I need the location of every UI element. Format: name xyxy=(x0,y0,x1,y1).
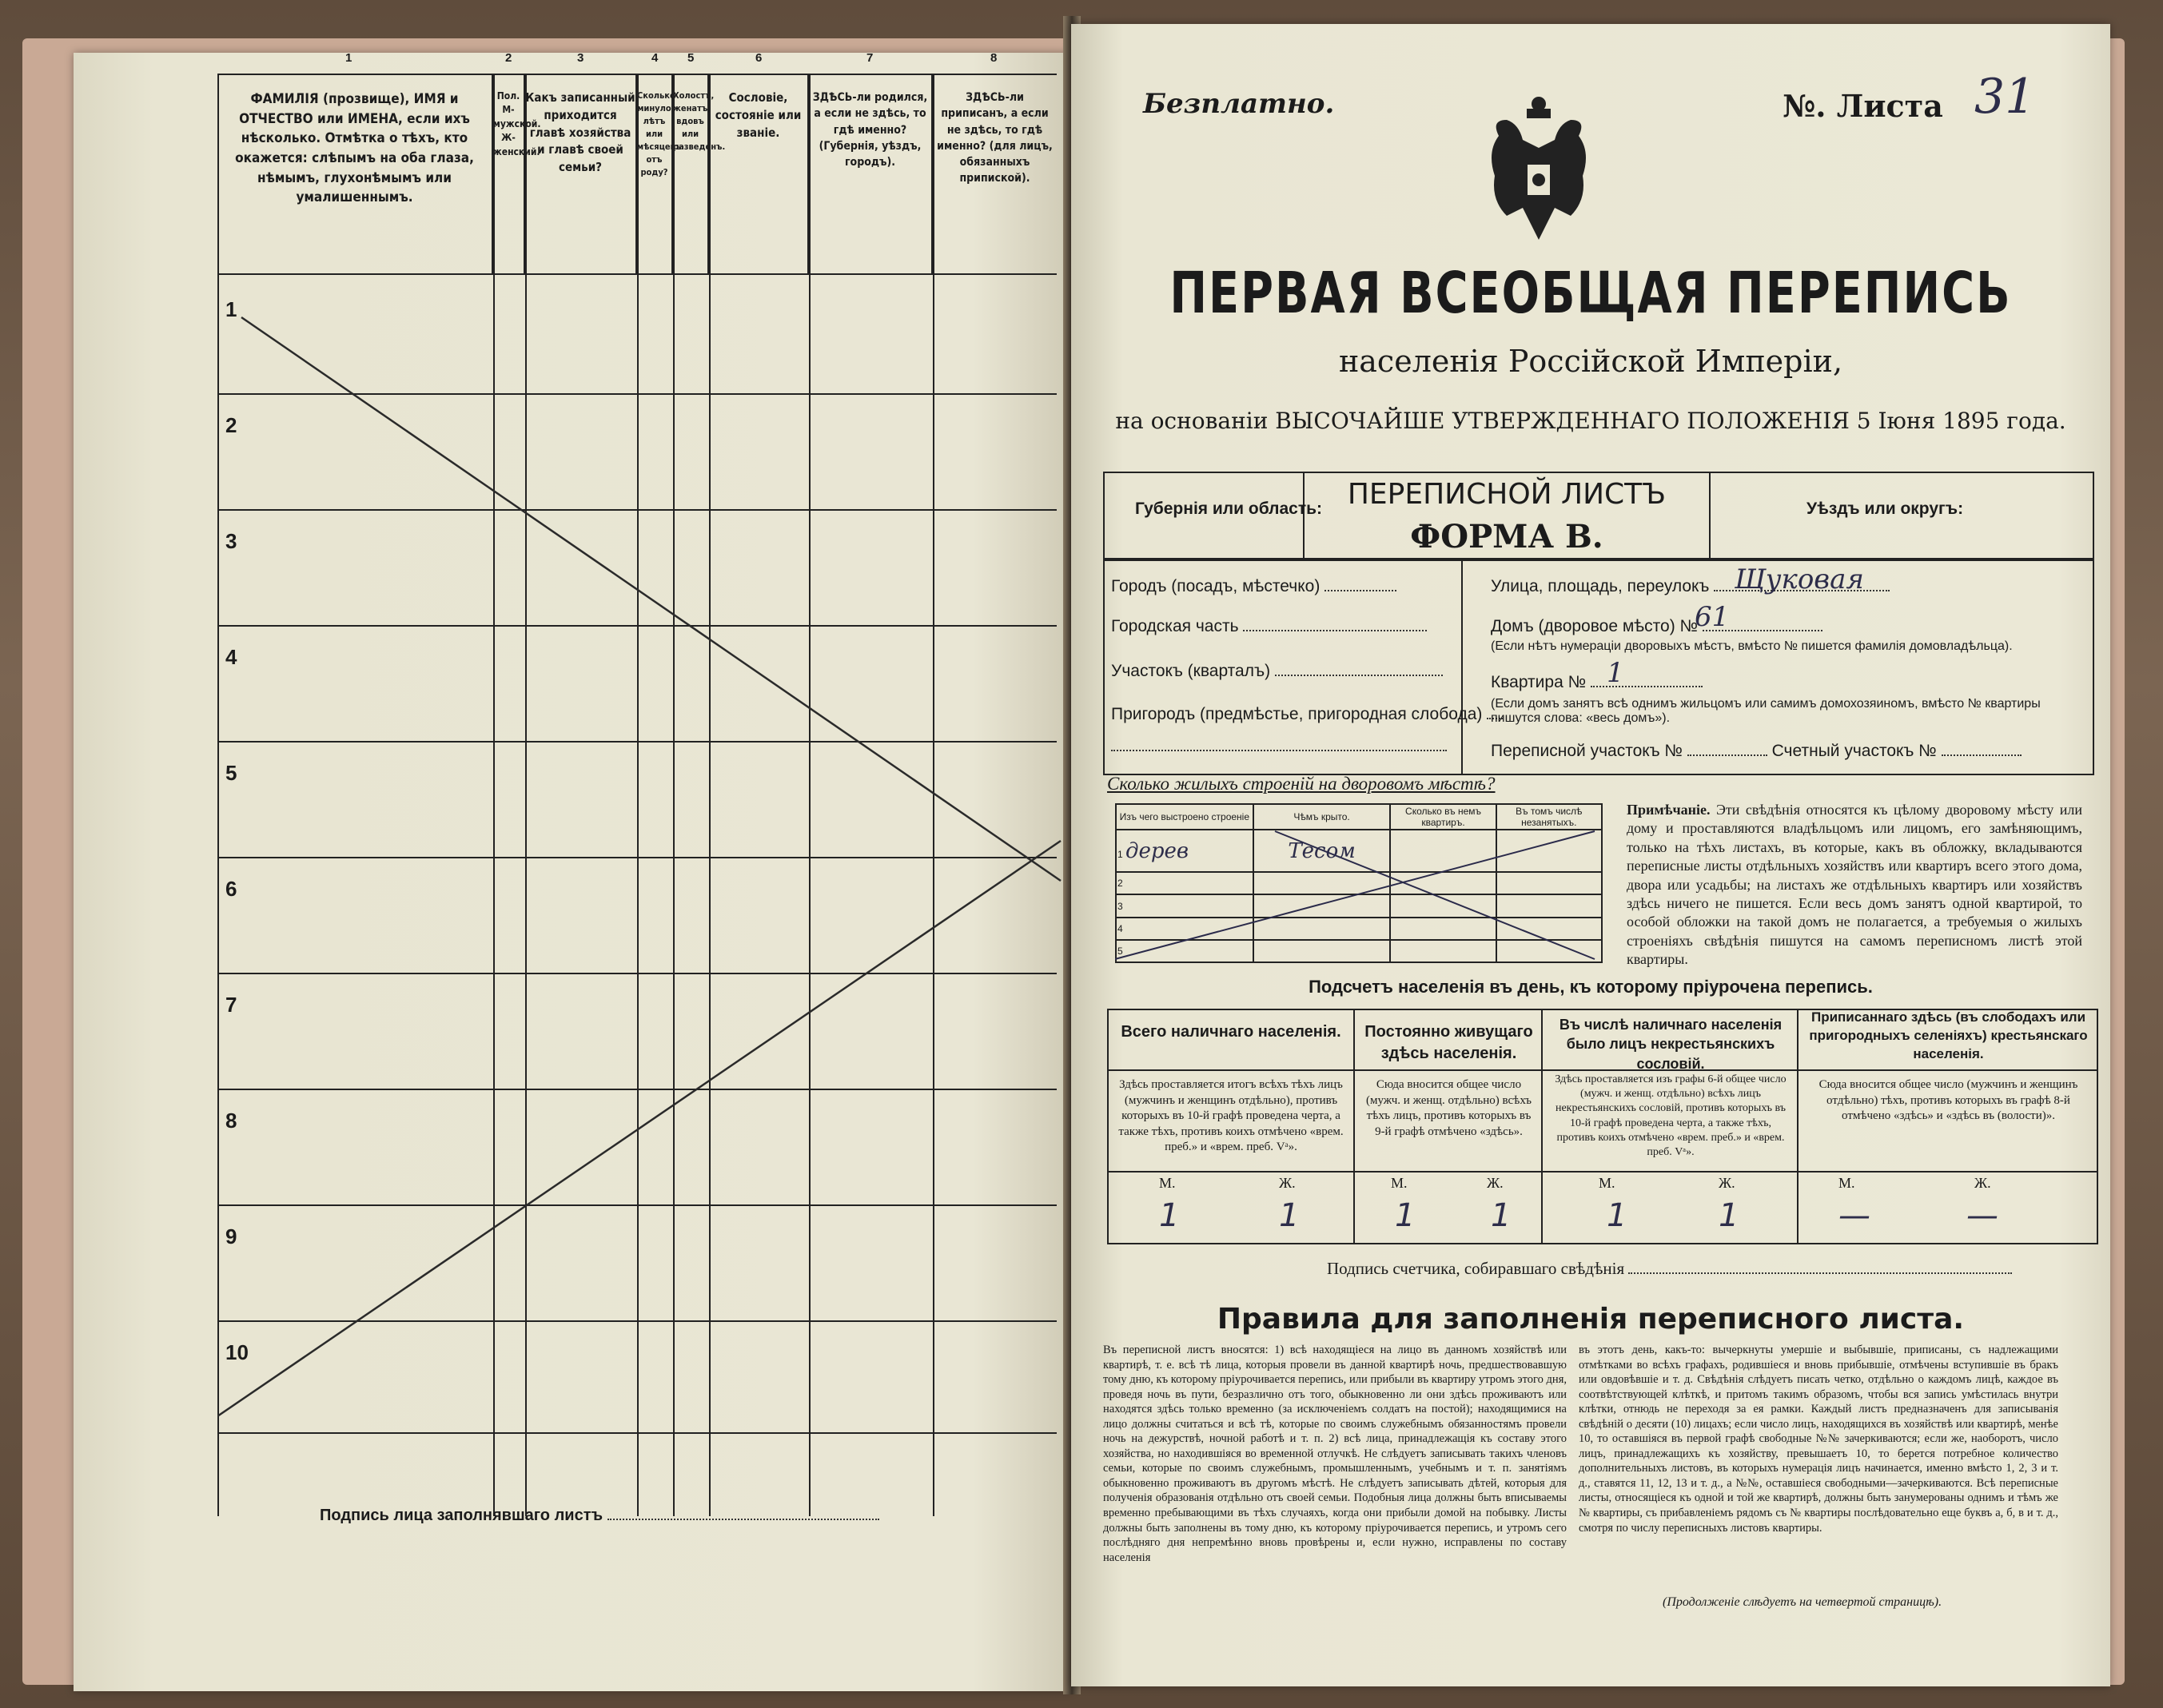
count-section-label: Счетный участокъ № xyxy=(1771,742,1937,760)
male-label: М. xyxy=(1599,1175,1615,1191)
col-number: 6 xyxy=(755,51,763,65)
col-number: 1 xyxy=(345,51,353,65)
signature-label: Подпись лица заполнявшаго листъ xyxy=(320,1507,603,1524)
sheet-label-text: №. Листа xyxy=(1783,88,1943,124)
rules-title: Правила для заполненія переписного листа. xyxy=(1217,1303,1965,1336)
row-number: 8 xyxy=(225,1109,237,1133)
suburb-field xyxy=(1111,705,1503,724)
form-name: ФОРМА В. xyxy=(1410,518,1603,555)
count-header-total: Всего наличнаго населенія. xyxy=(1121,1023,1341,1041)
count-header-permanent: Постоянно живущаго здѣсь населенія. xyxy=(1364,1023,1533,1062)
col-number: 8 xyxy=(990,51,998,65)
buildings-row-number: 3 xyxy=(1116,894,1253,917)
row-number: 1 xyxy=(225,297,237,321)
col-header-text: Какъ записанный приходится главѣ хозяйства и главѣ своей семьи? xyxy=(525,90,635,174)
building-material-value: дерев xyxy=(1125,838,1189,863)
col-number: 5 xyxy=(687,51,695,65)
city-part-label: Городская часть xyxy=(1111,617,1239,635)
sheet-number-label xyxy=(1783,88,1943,124)
counter-signature-label: Подпись счетчика, собиравшаго свѣдѣнія xyxy=(1327,1259,1625,1278)
census-basis: на основаніи ВЫСОЧАЙШЕ УТВЕРЖДЕННАГО ПОЛОЖЕНІЯ 5 Іюня 1895 года. xyxy=(1115,408,2066,434)
total-male-value: 1 xyxy=(1159,1197,1180,1234)
building-roof-value: Тесом xyxy=(1253,830,1391,872)
female-label: Ж. xyxy=(1487,1175,1504,1191)
permanent-female-value: 1 xyxy=(1491,1197,1512,1234)
buildings-header: Въ томъ числѣ незанятыхъ. xyxy=(1496,804,1602,830)
street-value: Щуковая xyxy=(1735,563,1864,595)
rules-text-left: Въ переписной листъ вносятся: 1) всѣ находящіеся на лицо въ данномъ хозяйствѣ или квартирѣ, т. е. всѣ тѣ лица, которыя провели въ данной квартирѣ ночь, предшествовавшую тому дню, къ которому пріурочивается перепись, или прибыли въ квартиру утромъ этого дня, проведя ночь въ пути, безразлично отъ того, обыкновенно ли они здѣсь проживаютъ или находятся здѣсь только временно (за исключеніемъ солдатъ на постой); находящимися на лицо должны считаться и всѣ тѣ, которые по своимъ служебнымъ обязанностямъ провели ночь на дежурствѣ, ночной работѣ и т. п. 2) всѣ лица, принадлежащія къ составу этого хозяйства, но находившіяся во временной отлучкѣ. Не слѣдуетъ записывать такихъ членовъ семьи, которые по своимъ служебнымъ, промышленнымъ, учебнымъ и т. п. занятіямъ обыкновенно проживаютъ въ другомъ мѣстѣ. Не слѣдуетъ записывать дѣтей, которыя для полученія образованія отдѣльно отъ своей семьи. Подобныя лица должны быть вписываемы временно пребывающими въ тѣхъ случаяхъ, когда они прибыли домой на побывку. Листы должны быть заполнены въ тому дню, къ которому пріурочивается перепись, и утромъ сего послѣдняго дня непремѣнно вновь провѣрены и, если нужно, исправлены по составу населенія xyxy=(1103,1344,1567,1564)
nonpeasant-female-value: 1 xyxy=(1719,1197,1739,1234)
count-body-registered: Сюда вносится общее число (мужчинъ и женщинъ отдѣльно) тѣхъ, противъ которыхъ въ графѣ 8-й отмѣчено «здѣсь» и «здѣсь въ (волости)». xyxy=(1818,1078,2078,1122)
city-part-field xyxy=(1111,617,1427,636)
persons-table xyxy=(217,51,1057,1512)
house-value: 61 xyxy=(1695,601,1730,633)
col-number: 4 xyxy=(651,51,659,65)
apartment-note: (Если домъ занятъ всѣ однимъ жильцомъ или самимъ домохозяиномъ, вмѣсто № квартиры пишутся слова: «весь домъ»). xyxy=(1491,697,2041,725)
col-header-text: ФАМИЛІЯ (прозвище), ИМЯ и ОТЧЕСТВО или ИМЕНА, если ихъ нѣсколько. Отмѣтка о тѣхъ, кто окажется: слѣпымъ на оба глаза, нѣмымъ, глухонѣмымъ или умалишеннымъ. xyxy=(235,91,474,206)
count-body-total: Здѣсь проставляется итогъ всѣхъ тѣхъ лицъ (мужчинъ и женщинъ отдѣльно), противъ которыхъ въ 10-й графѣ проведена черта, а также тѣхъ, противъ коихъ отмѣчено «врем. преб.» и «врем. преб. Vᵃ». xyxy=(1118,1078,1344,1153)
signature-dots xyxy=(607,1519,879,1520)
col-number: 3 xyxy=(577,51,584,65)
house-note: (Если нѣтъ нумераціи дворовыхъ мѣстъ, вмѣсто № пишется фамилія домовладѣльца). xyxy=(1491,639,2013,653)
female-label: Ж. xyxy=(1974,1175,1991,1191)
buildings-question: Сколько жилыхъ строеній на дворовомъ мѣстѣ? xyxy=(1107,774,1496,794)
city-part-input-line xyxy=(1243,630,1427,631)
cross-out-mark xyxy=(217,74,1065,1520)
apartment-value: 1 xyxy=(1607,657,1624,689)
sheet-number-value: 31 xyxy=(1974,69,2036,125)
female-label: Ж. xyxy=(1279,1175,1296,1191)
count-title: Подсчетъ населенія въ день, къ которому пріурочена перепись. xyxy=(1309,977,1873,997)
census-subtitle: населенія Россійской Имперіи, xyxy=(1338,344,1843,379)
buildings-row-number: 2 xyxy=(1116,872,1253,894)
buildings-header: Сколько въ немъ квартиръ. xyxy=(1390,804,1496,830)
city-label: Городъ (посадъ, мѣстечко) xyxy=(1111,577,1321,595)
nonpeasant-male-value: 1 xyxy=(1607,1197,1627,1234)
registered-male-value: — xyxy=(1838,1197,1870,1234)
section-input-line xyxy=(1275,675,1443,676)
count-row-rule xyxy=(1107,1171,2098,1173)
city-input-line xyxy=(1324,590,1396,591)
buildings-row-number: 1 xyxy=(1117,848,1123,860)
city-field xyxy=(1111,577,1396,596)
remark-title: Примѣчаніе. xyxy=(1627,802,1711,818)
census-section-input-line xyxy=(1687,754,1767,756)
male-label: М. xyxy=(1391,1175,1408,1191)
col-header-text: Сословіе, состояніе или званіе. xyxy=(715,90,802,140)
rules-continuation: (Продолженіе слѣдуетъ на четвертой страницѣ). xyxy=(1663,1595,1942,1609)
district-label: Уѣздъ или округъ: xyxy=(1806,500,1964,518)
row-number: 6 xyxy=(225,877,237,901)
census-section-field xyxy=(1491,742,2022,761)
count-body-permanent: Сюда вносится общее число (мужч. и женщ. отдѣльно) всѣхъ тѣхъ лицъ, противъ которыхъ въ 9-й графѣ отмѣчено «здѣсь». xyxy=(1365,1078,1532,1138)
suburb-label: Пригородъ (предмѣстье, пригородная слобода) xyxy=(1111,705,1483,723)
col-number: 2 xyxy=(505,51,512,65)
permanent-male-value: 1 xyxy=(1395,1197,1416,1234)
section-label: Участокъ (кварталъ) xyxy=(1111,662,1271,680)
remark-text: Эти свѣдѣнія относятся къ цѣлому дворовому мѣсту или дому и проставляются владѣльцомъ или лицомъ, его замѣняющимъ, только на тѣхъ листахъ, въ которые, какъ въ обложку, вкладываются переписные листы отдѣльныхъ хозяйствъ или квартиръ всего этого дома, двора или усадьбы; на листахъ же отдѣльныхъ квартиръ или хозяйствъ здѣсь ничего не пишется. Если весь домъ занятъ одной квартирой, то особой обложки на такой домъ не полагается, а требуемыя о жилыхъ строеніяхъ свѣдѣнія пишутся на самомъ переписномъ листѣ этой квартиры. xyxy=(1627,802,2082,968)
col-header-text: Сколько минуло лѣтъ или мѣсяцевъ отъ роду? xyxy=(637,90,682,177)
buildings-header: Изъ чего выстроено строеніе xyxy=(1116,804,1253,830)
count-header-nonpeasant: Въ числѣ наличнаго населенія было лицъ некрестьянскихъ сословій. xyxy=(1559,1017,1783,1072)
row-number: 7 xyxy=(225,993,237,1017)
apartment-field xyxy=(1491,673,1703,692)
row-number: 2 xyxy=(225,413,237,437)
buildings-row-number: 4 xyxy=(1116,918,1253,940)
row-number: 5 xyxy=(225,761,237,785)
registered-female-value: — xyxy=(1966,1197,1998,1234)
col-number: 7 xyxy=(866,51,874,65)
counter-signature-line xyxy=(1628,1272,2012,1274)
count-header-registered: Приписаннаго здѣсь (въ слободахъ или пригородныхъ селеніяхъ) крестьянскаго населенія. xyxy=(1809,1009,2088,1061)
row-number: 9 xyxy=(225,1224,237,1248)
left-signature-line xyxy=(320,1507,879,1525)
double-headed-eagle-emblem xyxy=(1483,88,1595,256)
suburb-extra-line xyxy=(1111,737,1447,756)
apartment-label: Квартира № xyxy=(1491,673,1587,691)
remark xyxy=(1627,801,2082,969)
row-number: 3 xyxy=(225,529,237,553)
house-field xyxy=(1491,617,1822,636)
buildings-header: Чѣмъ крыто. xyxy=(1253,804,1391,830)
rules-text-right: въ этотъ день, какъ-то: вычеркнуты умершіе и выбывшіе, приписаны, съ надлежащими отмѣтками во всѣхъ графахъ, родившіеся и вновь прибывшіе, отмѣчены вступившіе въ бракъ или овдовѣвшіе и т. д. Свѣдѣнія слѣдуетъ писать четко, отдѣльно о каждомъ лицѣ, каждое въ соотвѣтствующей клѣткѣ, и притомъ такимъ образомъ, чтобы вся запись умѣстилась внутри клѣтки, отнюдь не переходя за ея рамки. Каждый листъ предназначенъ для записыванія свѣдѣній о десяти (10) лицахъ; если число лицъ, находящихся въ хозяйствѣ или квартирѣ, менѣе 10, то оставшіяся въ первой графѣ свободные №№ зачеркиваются; если же, наоборотъ, число лицъ, принадлежащихъ къ хозяйству, превышаетъ 10, то берется потребное количество дополнительныхъ листовъ, въ которыхъ нумерація лицъ начинается, именно вмѣсто 1, 2, 3 и т. д., ставятся 11, 12, 13 и т. д., а №№, оставшіеся свободными—зачеркиваются. Всѣ переписные листы, относящіеся къ одной и той же квартирѣ, должны быть занумерованы однимъ и тѣмъ же № квартиры, съ прибавленіемъ рядомъ съ № квартиры послѣдовательно еще буквъ а, б, в и т. д., смотря по числу переписныхъ листовъ квартиры. xyxy=(1579,1344,2058,1535)
street-label: Улица, площадь, переулокъ xyxy=(1491,577,1710,595)
male-label: М. xyxy=(1159,1175,1176,1191)
col-header-text: ЗДѢСЬ-ли приписанъ, а если не здѣсь, то гдѣ именно? (для лицъ, обязанныхъ припиской). xyxy=(937,91,1053,185)
house-label: Домъ (дворовое мѣсто) № xyxy=(1491,617,1699,635)
female-label: Ж. xyxy=(1719,1175,1735,1191)
census-section-label: Переписной участокъ № xyxy=(1491,742,1683,760)
province-label: Губернія или область: xyxy=(1135,500,1323,518)
count-section-input-line xyxy=(1942,754,2022,756)
count-body-nonpeasant: Здѣсь проставляется изъ графы 6-й общее число (мужч. и женщ. отдѣльно) всѣхъ лицъ некрестьянскихъ сословій, противъ которыхъ въ 10-й графѣ проведена черта, а также тѣхъ, противъ коихъ отмѣчено «врем. преб.» и «врем. преб. Vᵃ». xyxy=(1555,1073,1787,1158)
col-header-text: Пол. М-мужской. Ж-женский. xyxy=(493,90,541,157)
census-title: ПЕРВАЯ ВСЕОБЩАЯ ПЕРЕПИСЬ xyxy=(1169,259,2012,327)
row-number: 4 xyxy=(225,645,237,669)
col-header-text: ЗДѢСЬ-ли родился, а если не здѣсь, то гдѣ именно? (Губернія, уѣздъ, городъ). xyxy=(812,91,928,169)
male-label: М. xyxy=(1838,1175,1855,1191)
section-field xyxy=(1111,662,1443,681)
free-label: Безплатно. xyxy=(1143,88,1335,120)
col-header-text: Холостъ, женатъ, вдовъ или разведенъ. xyxy=(673,90,726,152)
buildings-cross-out xyxy=(1115,827,1603,963)
form-title: ПЕРЕПИСНОЙ ЛИСТЪ xyxy=(1347,478,1667,511)
buildings-row-number: 5 xyxy=(1116,940,1253,962)
total-female-value: 1 xyxy=(1279,1197,1300,1234)
suburb-input-line-2 xyxy=(1111,750,1447,751)
counter-signature xyxy=(1327,1259,2012,1279)
row-number: 10 xyxy=(225,1340,249,1364)
